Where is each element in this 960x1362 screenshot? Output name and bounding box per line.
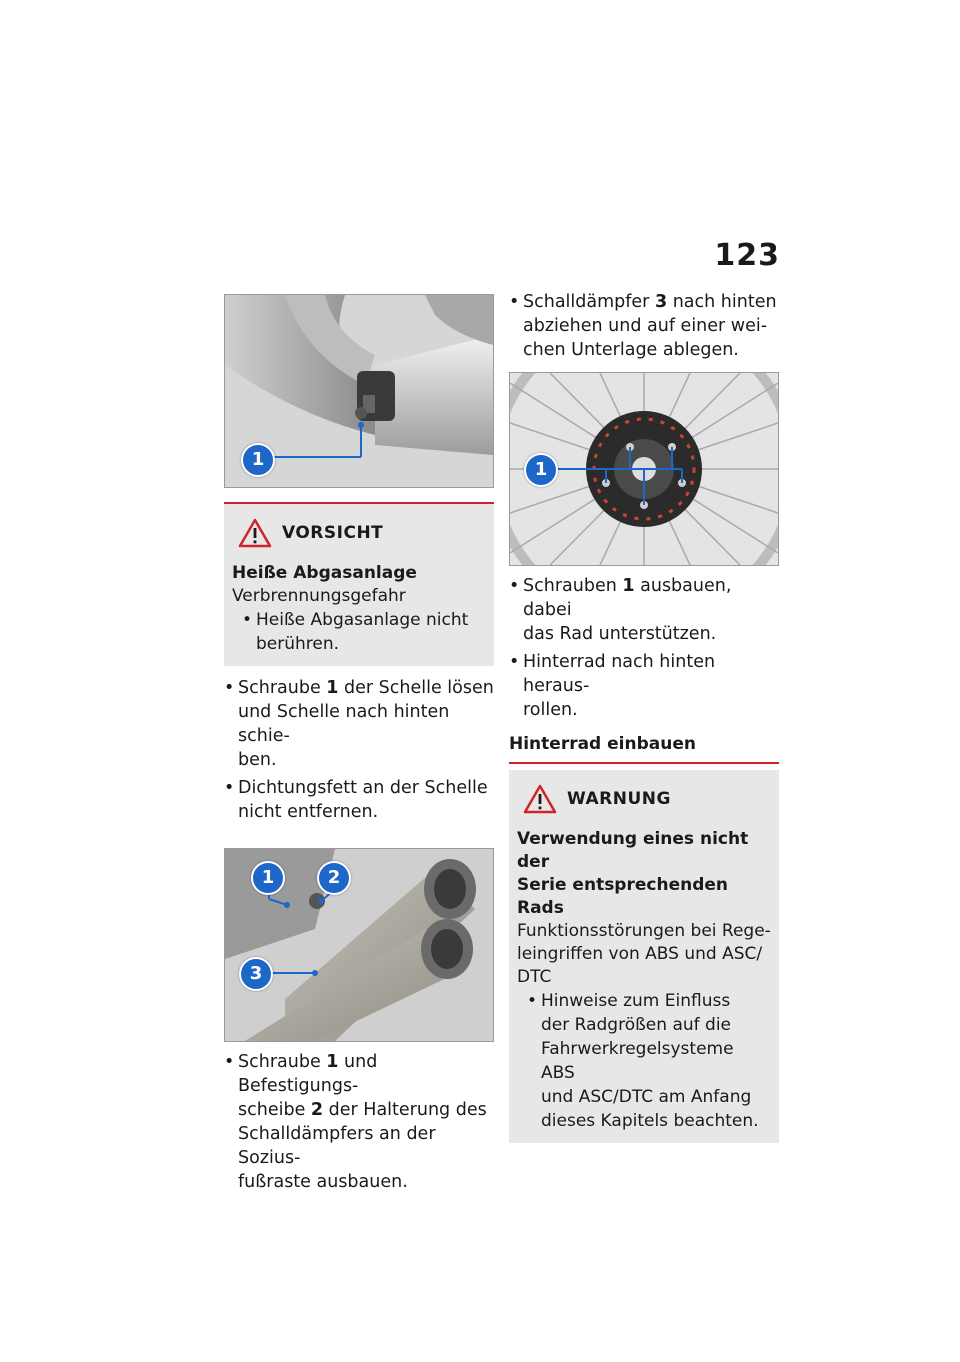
step-roll-wheel xyxy=(509,650,779,722)
step-sealing-grease xyxy=(224,776,494,824)
step-text: das Rad unterstützen. xyxy=(523,624,717,644)
step-bullet: • xyxy=(224,678,235,698)
step-remove-bolts xyxy=(509,574,779,646)
caution-title: VORSICHT xyxy=(282,523,384,543)
step-text: und Schelle nach hinten schie- xyxy=(238,702,450,746)
step-text: chen Unterlage ablegen. xyxy=(523,340,739,360)
step-ref-number: 3 xyxy=(654,292,668,312)
step-text: abziehen und auf einer wei- xyxy=(523,316,768,336)
warning-subtitle xyxy=(517,828,771,920)
warning-triangle-icon xyxy=(523,784,557,814)
warning-bullet-line4: und ASC/DTC am Anfang xyxy=(541,1087,752,1107)
step-text: der Schelle lösen xyxy=(338,678,494,698)
exhaust-clamp-figure xyxy=(224,294,494,488)
caution-box xyxy=(224,502,494,666)
rear-wheel-figure xyxy=(509,372,779,566)
step-bullet: • xyxy=(224,778,235,798)
step-text: ben. xyxy=(238,750,277,770)
step-text: rollen. xyxy=(523,700,578,720)
callout-2: 2 xyxy=(317,861,351,895)
warning-box xyxy=(509,770,779,1143)
step-ref-number: 1 xyxy=(326,678,339,698)
warning-text-line1: Funktionsstörungen bei Rege- xyxy=(517,921,771,941)
step-ref-number: 2 xyxy=(310,1100,324,1120)
right-column xyxy=(509,290,779,1143)
muffler-bracket-figure xyxy=(224,848,494,1042)
callout-1: 1 xyxy=(241,443,275,477)
callout-3: 3 xyxy=(239,957,273,991)
step-text: nicht entfernen. xyxy=(238,802,379,822)
warning-bullet-line5: dieses Kapitels beachten. xyxy=(541,1111,759,1131)
warning-subtitle-line1: Verwendung eines nicht der xyxy=(517,829,749,872)
step-bullet: • xyxy=(509,652,520,672)
warning-text xyxy=(517,920,771,989)
step-bullet: • xyxy=(509,292,520,312)
callout-1: 1 xyxy=(524,453,558,487)
step-remove-bracket xyxy=(224,1050,494,1194)
step-text: und Befestigungs- xyxy=(238,1052,378,1096)
step-loosen-clamp xyxy=(224,676,494,772)
step-text: nach hinten xyxy=(667,292,777,312)
section-heading: Hinterrad einbauen xyxy=(509,734,779,764)
page-number: 123 xyxy=(714,238,780,273)
callout-1: 1 xyxy=(251,861,285,895)
step-text: der Halterung des xyxy=(323,1100,487,1120)
caution-bullet-line1: Heiße Abgasanlage nicht xyxy=(256,610,469,630)
step-pull-muffler xyxy=(509,290,779,362)
caution-subtitle: Heiße Abgasanlage xyxy=(232,563,417,583)
step-text: Schraube xyxy=(238,1052,327,1072)
step-text: fußraste ausbauen. xyxy=(238,1172,408,1192)
warning-subtitle-line2: Serie entsprechenden Rads xyxy=(517,875,729,918)
caution-bullet xyxy=(232,608,486,656)
warning-text-line3: DTC xyxy=(517,967,552,987)
step-bullet: • xyxy=(224,1052,235,1072)
step-text: Schalldämpfers an der Sozius- xyxy=(238,1124,436,1168)
step-text: Hinterrad nach hinten heraus- xyxy=(523,652,716,696)
caution-bullet-line2: berühren. xyxy=(256,634,340,654)
warning-bullet-line2: der Radgrößen auf die xyxy=(541,1015,731,1035)
warning-text-line2: leingriffen von ABS und ASC/ xyxy=(517,944,763,964)
step-text: Schalldämpfer xyxy=(523,292,655,312)
step-bullet: • xyxy=(509,576,520,596)
step-text: Schrauben xyxy=(523,576,623,596)
warning-bullet-line3: Fahrwerkregelsysteme ABS xyxy=(541,1039,734,1083)
warning-title: WARNUNG xyxy=(567,789,671,809)
warning-triangle-icon xyxy=(238,518,272,548)
step-ref-number: 1 xyxy=(622,576,635,596)
step-text: Schraube xyxy=(238,678,327,698)
step-text: Dichtungsfett an der Schelle xyxy=(238,778,488,798)
left-column xyxy=(224,294,494,1194)
warning-bullet xyxy=(517,989,771,1133)
step-text: ausbauen, dabei xyxy=(523,576,732,620)
warning-bullet-line1: Hinweise zum Einfluss xyxy=(541,991,731,1011)
caution-text: Verbrennungsgefahr xyxy=(232,586,406,606)
step-text: scheibe xyxy=(238,1100,311,1120)
step-ref-number: 1 xyxy=(326,1052,339,1072)
